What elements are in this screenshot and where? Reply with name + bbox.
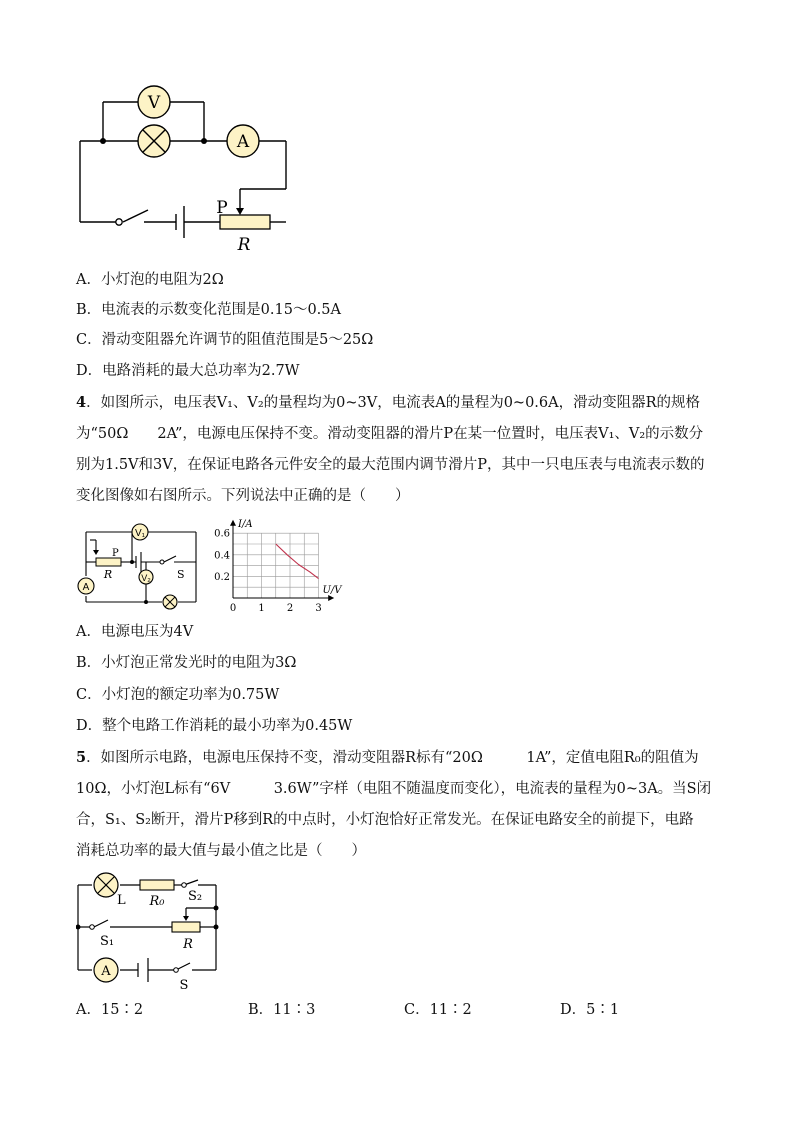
x-tick-label: 1 <box>258 603 265 614</box>
q3-option-c: C．滑动变阻器允许调节的阻值范围是5～25Ω <box>76 332 374 348</box>
q5-rheostat-label: R <box>183 937 193 952</box>
series-curve <box>276 544 319 579</box>
q4-option-d: D．整个电路工作消耗的最小功率为0.45W <box>76 718 353 734</box>
q5-ammeter-label: A <box>101 964 111 979</box>
q5-resistor-r0-icon <box>140 880 174 890</box>
q4-number: 4 <box>76 394 87 411</box>
q5-stem-line-2: 10Ω，小灯泡L标有“6V 3.6W”字样（电阻不随温度而变化），电流表的量程为0~3A。当S闭 <box>76 781 712 797</box>
ammeter-label: A <box>236 132 250 152</box>
q5-text: ．如图所示电路，电源电压保持不变，滑动变阻器R标有“20Ω 1A”，定值电阻R₀的阻值为 <box>86 750 699 766</box>
q4-switch-label: S <box>177 568 185 581</box>
q4-stem-line-4: 变化图像如右图所示。下列说法中正确的是（ ） <box>76 488 410 504</box>
q4-v2-label: V₂ <box>141 573 151 583</box>
q5-number: 5 <box>76 749 87 766</box>
q4-rheostat-label: R <box>103 568 113 581</box>
x-tick-label: 2 <box>286 603 294 614</box>
q4-option-b: B．小灯泡正常发光时的电阻为3Ω <box>76 655 297 671</box>
rheostat-label: R <box>237 235 251 255</box>
y-tick-label: 0.2 <box>214 571 230 583</box>
q5-rheostat-icon <box>172 922 200 932</box>
q5-stem-line-4: 消耗总功率的最大值与最小值之比是（ ） <box>76 843 366 859</box>
q4-stem-line-3: 别为1.5V和3V，在保证电路各元件安全的最大范围内调节滑片P，其中一只电压表与电流表示数的 <box>76 457 705 473</box>
x-axis-label: U/V <box>322 585 342 596</box>
y-axis-arrow <box>230 520 236 526</box>
q4-ammeter-label: A <box>82 582 90 593</box>
q4-rheostat-icon <box>96 558 121 566</box>
y-tick-label: 0.6 <box>214 528 230 540</box>
q4-option-a: A．电源电压为4V <box>76 624 194 640</box>
y-axis-label: I/A <box>238 519 253 530</box>
q4-iu-chart <box>206 518 351 616</box>
slider-label: P <box>216 198 228 218</box>
x-tick-label: 0 <box>229 603 237 614</box>
q4-stem-line-2: 为“50Ω 2A”，电源电压保持不变。滑动变阻器的滑片P在某一位置时，电压表V₁、V₂的示数分 <box>76 426 704 442</box>
q4-option-c: C．小灯泡的额定功率为0.75W <box>76 687 280 703</box>
y-tick-label: 0.4 <box>214 550 230 562</box>
q5-circuit-diagram <box>76 870 226 990</box>
x-tick-label: 3 <box>315 603 322 614</box>
q5-stem-line-3: 合，S₁、S₂断开，滑片P移到R的中点时，小灯泡恰好正常发光。在保证电路安全的前提下，电路 <box>76 812 694 828</box>
q5-lamp-label: L <box>117 893 126 908</box>
q5-option-d: D．5∶1 <box>560 1002 620 1018</box>
q3-option-a: A．小灯泡的电阻为2Ω <box>76 272 224 288</box>
voltmeter-label: V <box>147 93 161 113</box>
q5-s2-label: S₂ <box>188 889 203 904</box>
q5-stem-line-1 <box>76 748 699 768</box>
q5-option-c: C．11∶2 <box>404 1002 472 1018</box>
q5-r0-label: R₀ <box>149 894 165 909</box>
q4-text: ．如图所示，电压表V₁、V₂的量程均为0~3V，电流表A的量程为0~0.6A，滑动变阻器R的规格 <box>86 395 701 411</box>
q5-s1-label: S₁ <box>100 934 115 949</box>
q3-option-d: D．电路消耗的最大总功率为2.7W <box>76 363 300 379</box>
q5-switch-label: S <box>179 978 189 990</box>
q4-slider-label: P <box>112 548 119 559</box>
q4-v1-label: V₁ <box>134 528 146 539</box>
q4-stem-line-1 <box>76 393 700 413</box>
q5-option-a: A．15∶2 <box>76 1002 144 1018</box>
q3-circuit-diagram <box>70 82 300 257</box>
q5-option-b: B．11∶3 <box>248 1002 316 1018</box>
q4-circuit-diagram <box>76 518 201 610</box>
q3-option-b: B．电流表的示数变化范围是0.15～0.5A <box>76 302 341 318</box>
